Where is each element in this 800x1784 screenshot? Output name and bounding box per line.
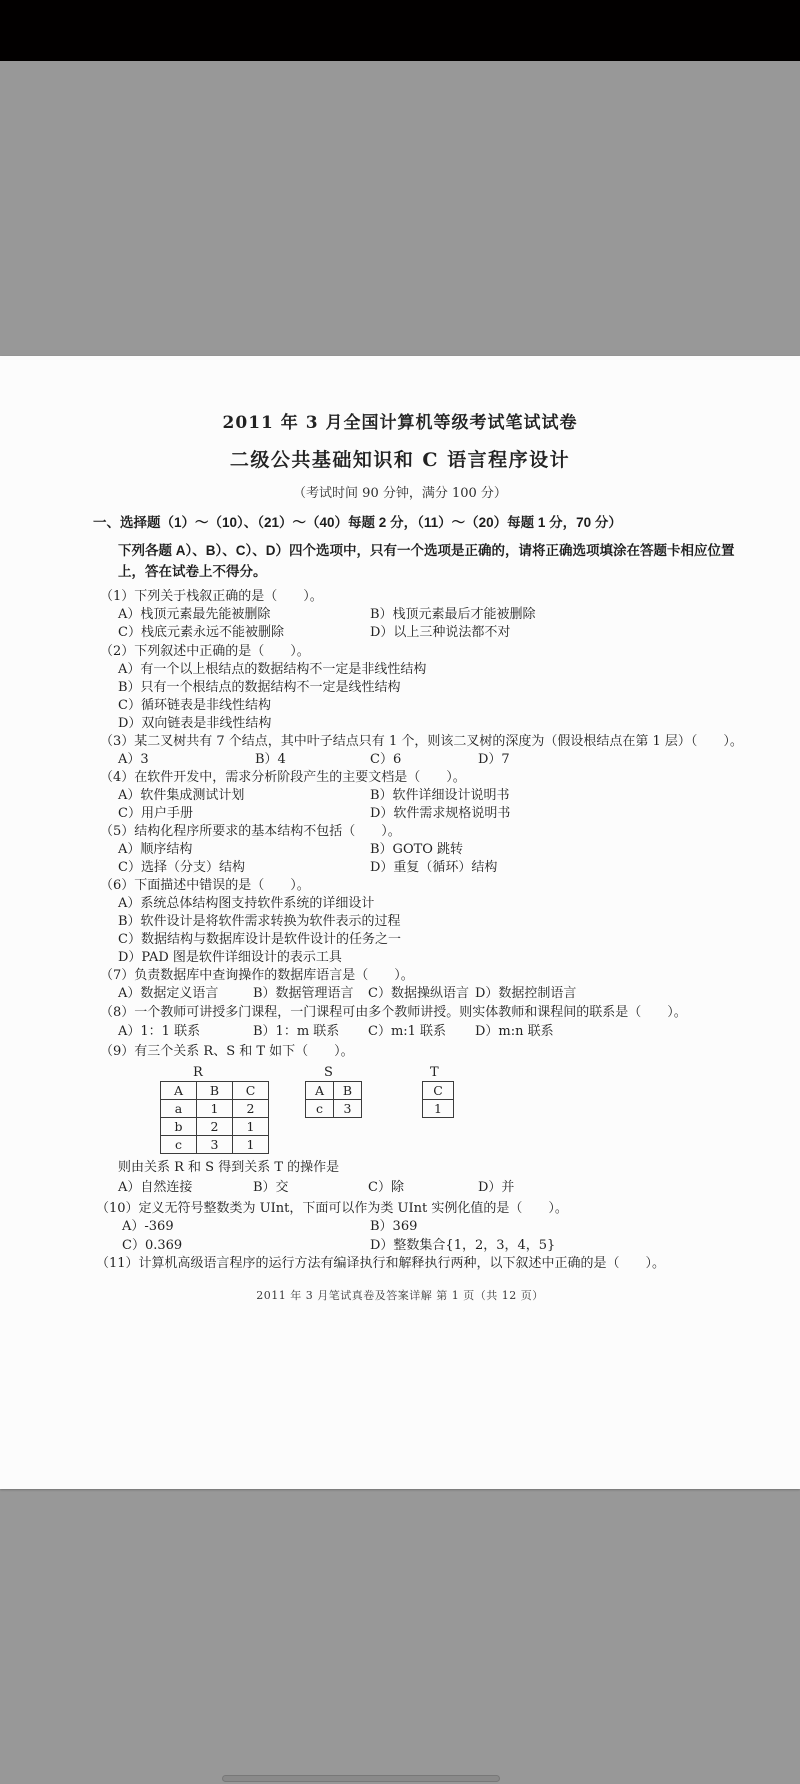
table-cell: 1 xyxy=(233,1118,269,1136)
question-text: （6）下面描述中错误的是（ ）。 xyxy=(100,878,310,893)
question-text: （10）定义无符号整数类为 UInt，下面可以作为类 UInt 实例化值的是（ ）。 xyxy=(96,1201,568,1216)
question-text: B）369 xyxy=(370,1219,418,1234)
text-line xyxy=(0,931,800,948)
text-line xyxy=(0,913,800,930)
text-line xyxy=(0,733,800,750)
question-text: B）GOTO 跳转 xyxy=(370,842,464,857)
question-text: B）交 xyxy=(253,1180,289,1195)
exam-subtitle: 二级公共基础知识和 C 语言程序设计 xyxy=(229,449,571,471)
question-text: （4）在软件开发中，需求分析阶段产生的主要文档是（ ）。 xyxy=(100,770,466,785)
text-line xyxy=(0,1064,800,1081)
question-text: C）数据操纵语言 xyxy=(368,986,469,1001)
text-line xyxy=(0,823,800,840)
text-line xyxy=(0,805,800,822)
table-cell: A xyxy=(161,1082,197,1100)
text-line xyxy=(0,661,800,678)
question-text: B）软件详细设计说明书 xyxy=(370,788,510,803)
table-cell: a xyxy=(161,1100,197,1118)
text-line xyxy=(0,967,800,984)
question-text: B）数据管理语言 xyxy=(253,986,354,1001)
text-line xyxy=(0,715,800,732)
table-cell: 1 xyxy=(197,1100,233,1118)
question-text: A）栈顶元素最先能被删除 xyxy=(118,607,271,622)
status-bar xyxy=(0,0,800,61)
question-text: A）系统总体结构图支持软件系统的详细设计 xyxy=(118,896,375,911)
page-footer: 2011 年 3 月笔试真卷及答案详解 第 1 页（共 12 页） xyxy=(256,1289,544,1302)
question-text: （7）负责数据库中查询操作的数据库语言是（ ）。 xyxy=(100,968,414,983)
question-text: A）自然连接 xyxy=(118,1180,193,1195)
question-text: T xyxy=(430,1065,439,1080)
section-heading: 一、选择题（1）～（10）、（21）～（40）每题 2 分，（11）～（20）每题 1 分，70 分） xyxy=(93,515,622,530)
question-text: D）7 xyxy=(478,752,510,767)
question-text: B）栈顶元素最后才能被删除 xyxy=(370,607,536,622)
text-line xyxy=(0,1255,800,1272)
text-line xyxy=(0,624,800,641)
question-text: C）用户手册 xyxy=(118,806,193,821)
question-text: （3）某二叉树共有 7 个结点，其中叶子结点只有 1 个，则该二叉树的深度为（假设根结点在第 1 层）（ ）。 xyxy=(100,734,743,749)
relation-table-T xyxy=(422,1081,454,1118)
question-text: A）软件集成测试计划 xyxy=(118,788,245,803)
question-text: B）1：m 联系 xyxy=(253,1024,340,1039)
table-cell: B xyxy=(197,1082,233,1100)
scroll-indicator[interactable] xyxy=(222,1775,500,1782)
text-line xyxy=(0,1043,800,1060)
text-line xyxy=(0,841,800,858)
question-text: D）软件需求规格说明书 xyxy=(370,806,511,821)
question-text: （9）有三个关系 R、S 和 T 如下（ ）。 xyxy=(100,1044,354,1059)
question-text: A）顺序结构 xyxy=(118,842,193,857)
text-line xyxy=(0,1023,800,1040)
table-cell: B xyxy=(334,1082,362,1100)
table-cell: C xyxy=(233,1082,269,1100)
question-text: A）有一个以上根结点的数据结构不一定是非线性结构 xyxy=(118,662,427,677)
question-text: D）数据控制语言 xyxy=(475,986,577,1001)
table-cell: 3 xyxy=(197,1136,233,1154)
table-cell: 1 xyxy=(423,1100,454,1118)
text-line xyxy=(0,606,800,623)
table-cell: C xyxy=(423,1082,454,1100)
question-text: C）栈底元素永远不能被删除 xyxy=(118,625,284,640)
relation-table-R xyxy=(160,1081,269,1154)
text-line xyxy=(0,949,800,966)
question-text: D）并 xyxy=(478,1180,515,1195)
question-text: C）数据结构与数据库设计是软件设计的任务之一 xyxy=(118,932,401,947)
text-line xyxy=(0,1218,800,1235)
table-cell: 1 xyxy=(233,1136,269,1154)
question-text: B）软件设计是将软件需求转换为软件表示的过程 xyxy=(118,914,401,929)
question-text: C）除 xyxy=(368,1180,404,1195)
instruction-line-1: 下列各题 A）、B）、C）、D）四个选项中，只有一个选项是正确的，请将正确选项填涂在答题卡相应位置 xyxy=(118,543,735,558)
question-text: （8）一个教师可讲授多门课程，一门课程可由多个教师讲授。则实体教师和课程间的联系是（ ）。 xyxy=(100,1005,687,1020)
table-cell: 2 xyxy=(197,1118,233,1136)
text-line xyxy=(0,1004,800,1021)
table-cell: c xyxy=(161,1136,197,1154)
table-cell: 2 xyxy=(233,1100,269,1118)
question-text: A）1：1 联系 xyxy=(118,1024,201,1039)
question-text: A）数据定义语言 xyxy=(118,986,219,1001)
exam-title: 2011 年 3 月全国计算机等级考试笔试试卷 xyxy=(222,413,578,433)
exam-time-info: （考试时间 90 分钟，满分 100 分） xyxy=(293,486,507,501)
text-line xyxy=(0,985,800,1002)
table-cell: 3 xyxy=(334,1100,362,1118)
question-text: （2）下列叙述中正确的是（ ）。 xyxy=(100,644,310,659)
text-line xyxy=(0,1237,800,1254)
text-line xyxy=(0,895,800,912)
question-text: A）-369 xyxy=(122,1219,174,1234)
question-text: C）0.369 xyxy=(122,1238,183,1253)
question-text: （1）下列关于栈叙正确的是（ ）。 xyxy=(100,589,323,604)
text-line xyxy=(0,1179,800,1196)
question-text: D）m:n 联系 xyxy=(475,1024,554,1039)
question-text: B）只有一个根结点的数据结构不一定是线性结构 xyxy=(118,680,401,695)
table-cell: c xyxy=(306,1100,334,1118)
text-line xyxy=(0,643,800,660)
question-text: （5）结构化程序所要求的基本结构不包括（ ）。 xyxy=(100,824,401,839)
question-text: D）重复（循环）结构 xyxy=(370,860,498,875)
table-cell: b xyxy=(161,1118,197,1136)
exam-page xyxy=(0,356,800,1489)
question-text: （11）计算机高级语言程序的运行方法有编译执行和解释执行两种，以下叙述中正确的是（ ）。 xyxy=(96,1256,666,1271)
text-line xyxy=(0,859,800,876)
relation-table-S xyxy=(305,1081,362,1118)
question-text: D）以上三种说法都不对 xyxy=(370,625,511,640)
question-text: D）PAD 图是软件详细设计的表示工具 xyxy=(118,950,342,965)
table-cell: A xyxy=(306,1082,334,1100)
text-line xyxy=(0,1200,800,1217)
question-text: C）6 xyxy=(370,752,402,767)
question-text: D）双向链表是非线性结构 xyxy=(118,716,272,731)
question-text: B）4 xyxy=(255,752,286,767)
text-line xyxy=(0,697,800,714)
text-line xyxy=(0,679,800,696)
instruction-line-2: 上，答在试卷上不得分。 xyxy=(118,564,267,579)
text-line xyxy=(0,751,800,768)
question-text: C）循环链表是非线性结构 xyxy=(118,698,271,713)
question-text: C）选择（分支）结构 xyxy=(118,860,245,875)
question-text: C）m:1 联系 xyxy=(368,1024,447,1039)
question-text: A）3 xyxy=(118,752,149,767)
text-line xyxy=(0,588,800,605)
question-text: D）整数集合{1，2，3，4，5} xyxy=(370,1238,556,1253)
text-line xyxy=(0,1159,800,1176)
text-line xyxy=(0,769,800,786)
question-text: 则由关系 R 和 S 得到关系 T 的操作是 xyxy=(118,1160,340,1175)
document-viewer[interactable] xyxy=(0,61,800,1784)
question-text: R xyxy=(193,1065,203,1080)
text-line xyxy=(0,877,800,894)
question-text: S xyxy=(324,1065,333,1080)
text-line xyxy=(0,787,800,804)
